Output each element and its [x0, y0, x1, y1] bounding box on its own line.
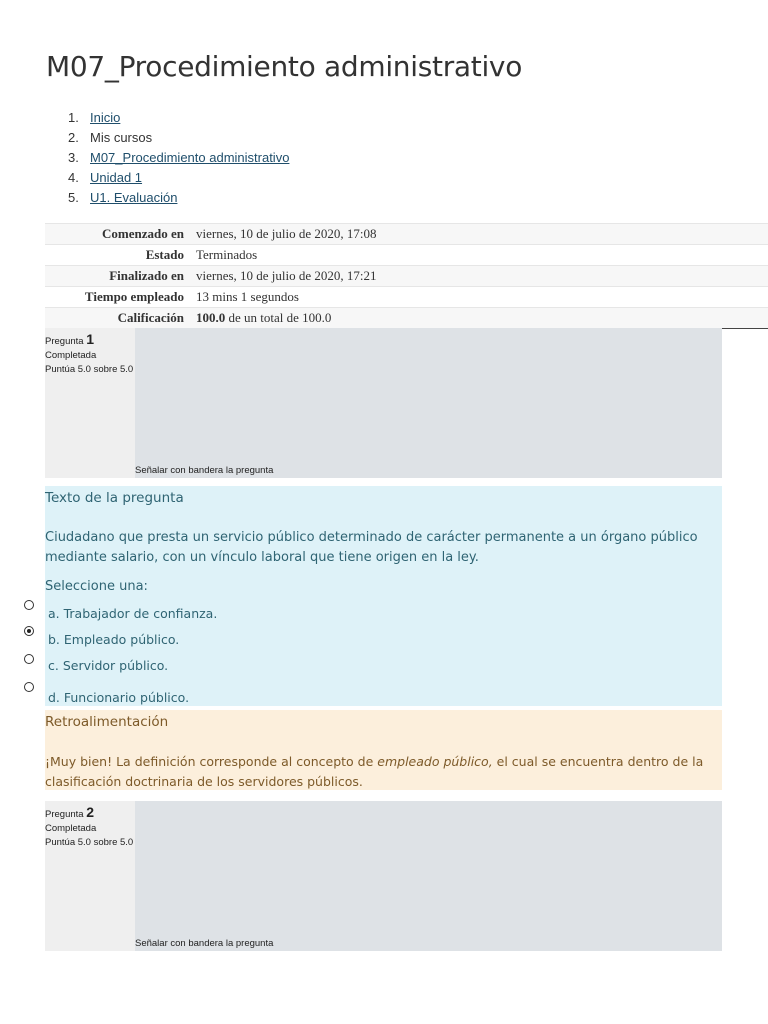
breadcrumb-number: 1. [68, 110, 79, 125]
breadcrumb-item-4 [54, 168, 289, 188]
question-prefix: Pregunta [45, 336, 84, 347]
question-grade: Puntúa 5.0 sobre 5.0 [45, 837, 134, 848]
attempt-summary-table [45, 223, 768, 329]
breadcrumb-number: 3. [68, 150, 79, 165]
flag-question-link[interactable]: Señalar con bandera la pregunta [135, 465, 274, 476]
summary-value: viernes, 10 de julio de 2020, 17:21 [190, 266, 768, 287]
question-status: Completada [45, 823, 97, 834]
summary-key: Calificación [45, 308, 190, 329]
question-text-heading: Texto de la pregunta [45, 490, 184, 506]
summary-key: Estado [45, 245, 190, 266]
feedback-text [45, 752, 717, 792]
question-meta [45, 805, 133, 850]
summary-key: Comenzado en [45, 224, 190, 245]
breadcrumb-link-course[interactable]: M07_Procedimiento administrativo [90, 150, 290, 165]
radio-option-c[interactable] [24, 654, 34, 664]
summary-row [45, 245, 768, 266]
radio-option-d[interactable] [24, 682, 34, 692]
breadcrumb [54, 108, 289, 208]
breadcrumb-link-inicio[interactable]: Inicio [90, 110, 121, 125]
summary-value: viernes, 10 de julio de 2020, 17:08 [190, 224, 768, 245]
question-1-info [45, 328, 722, 478]
grade-total: de un total de 100.0 [225, 310, 332, 325]
summary-value: Terminados [190, 245, 768, 266]
breadcrumb-link-evaluacion[interactable]: U1. Evaluación [90, 190, 178, 205]
question-text-panel [45, 486, 722, 706]
question-number: 2 [86, 804, 94, 820]
question-grade: Puntúa 5.0 sobre 5.0 [45, 364, 134, 375]
summary-row [45, 224, 768, 245]
flag-question-link[interactable]: Señalar con bandera la pregunta [135, 938, 274, 949]
question-status: Completada [45, 350, 97, 361]
question-2-info [45, 801, 722, 951]
question-number: 1 [86, 331, 94, 347]
radio-option-a[interactable] [24, 600, 34, 610]
summary-key: Tiempo empleado [45, 287, 190, 308]
feedback-panel [45, 710, 722, 790]
summary-value [190, 308, 768, 329]
question-meta [45, 332, 133, 377]
breadcrumb-item-2 [54, 128, 289, 148]
breadcrumb-number: 4. [68, 170, 79, 185]
summary-key: Finalizado en [45, 266, 190, 287]
breadcrumb-number: 2. [68, 130, 79, 145]
breadcrumb-item-3 [54, 148, 289, 168]
summary-row [45, 308, 768, 329]
question-prompt: Ciudadano que presta un servicio público determinado de carácter permanente a un órgano público mediante salario, con un vínculo laboral que tiene origen en la ley. [45, 530, 698, 565]
summary-value: 13 mins 1 segundos [190, 287, 768, 308]
feedback-text-end: el cual se encuentra dentro de la clasificación doctrinaria de los servidores públicos. [45, 754, 704, 789]
answer-option-d[interactable]: d. Funcionario público. [48, 690, 190, 705]
feedback-emphasis: empleado público, [377, 754, 493, 769]
breadcrumb-item-1 [54, 108, 289, 128]
summary-row [45, 287, 768, 308]
answer-option-a[interactable]: a. Trabajador de confianza. [48, 606, 218, 621]
summary-row [45, 266, 768, 287]
radio-option-b[interactable] [24, 626, 34, 636]
answer-option-c[interactable]: c. Servidor público. [48, 658, 169, 673]
question-prefix: Pregunta [45, 809, 84, 820]
select-one-label: Seleccione una: [45, 579, 148, 594]
feedback-text-start: ¡Muy bien! La definición corresponde al concepto de [45, 754, 378, 769]
grade-score: 100.0 [196, 310, 226, 325]
breadcrumb-mis-cursos: Mis cursos [90, 130, 153, 145]
feedback-heading: Retroalimentación [45, 714, 169, 730]
breadcrumb-item-5 [54, 188, 289, 208]
page-title: M07_Procedimiento administrativo [46, 50, 523, 83]
breadcrumb-link-unidad[interactable]: Unidad 1 [90, 170, 143, 185]
breadcrumb-number: 5. [68, 190, 79, 205]
answer-option-b[interactable]: b. Empleado público. [48, 632, 180, 647]
